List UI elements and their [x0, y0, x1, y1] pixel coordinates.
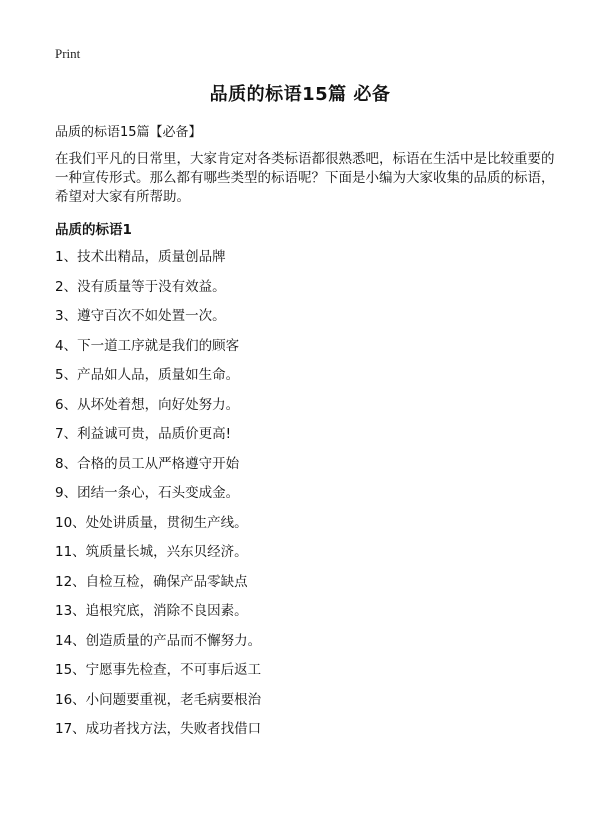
slogan-item: 14、创造质量的产品而不懈努力。 [55, 632, 262, 649]
print-label: Print [55, 46, 81, 61]
document-subtitle: 品质的标语15篇【必备】 [55, 125, 202, 140]
slogan-item: 12、自检互检，确保产品零缺点 [55, 573, 248, 590]
page-title: 品质的标语15篇 必备 [209, 84, 391, 105]
slogan-list [55, 248, 261, 750]
slogan-item: 13、追根究底，消除不良因素。 [55, 603, 248, 619]
section-heading: 品质的标语1 [55, 222, 132, 238]
slogan-item: 2、没有质量等于没有效益。 [55, 278, 226, 295]
slogan-item: 5、产品如人品，质量如生命。 [55, 367, 240, 383]
slogan-item: 17、成功者找方法，失败者找借口 [55, 721, 262, 737]
slogan-item: 16、小问题要重视，老毛病要根治 [55, 691, 262, 708]
slogan-item: 7、利益诚可贵，品质价更高! [55, 426, 232, 442]
intro-paragraph: 在我们平凡的日常里，大家肯定对各类标语都很熟悉吧，标语在生活中是比较重要的一种宣传形式。那么都有哪些类型的标语呢？下面是小编为大家收集的品质的标语，希望对大家有所帮助。 [55, 151, 555, 205]
slogan-item: 4、下一道工序就是我们的顾客 [55, 337, 240, 354]
slogan-item: 6、从坏处着想，向好处努力。 [55, 396, 240, 413]
slogan-item: 11、筑质量长城，兴东贝经济。 [55, 544, 248, 560]
slogan-item: 8、合格的员工从严格遵守开始 [55, 455, 240, 472]
slogan-item: 15、宁愿事先检查，不可事后返工 [55, 662, 262, 678]
slogan-item: 3、遵守百次不如处置一次。 [55, 308, 226, 324]
slogan-item: 1、技术出精品，质量创品牌 [55, 249, 226, 265]
slogan-item: 9、团结一条心，石头变成金。 [55, 485, 240, 501]
slogan-item: 10、处处讲质量，贯彻生产线。 [55, 514, 248, 531]
